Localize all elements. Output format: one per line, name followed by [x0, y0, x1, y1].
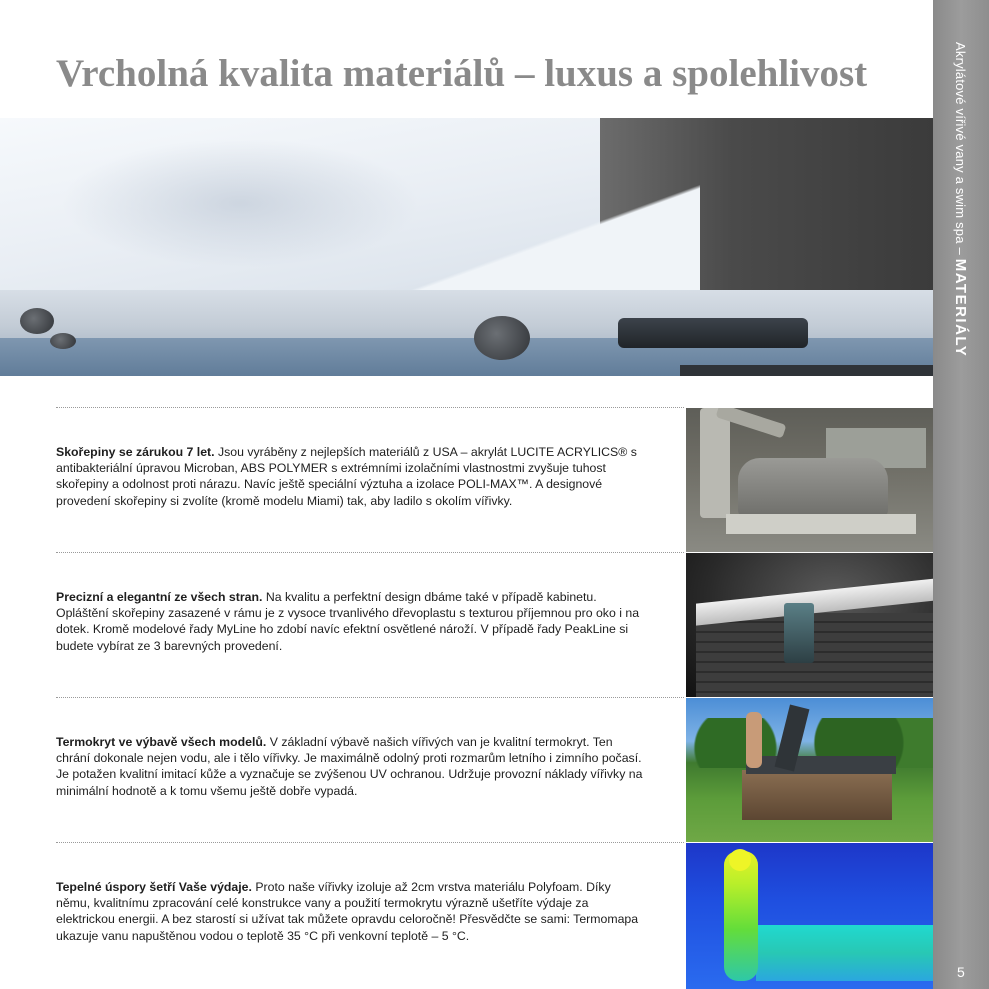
paragraph-lead: Termokryt ve výbavě všech modelů. — [56, 735, 267, 749]
paragraph-text: Proto naše vířivky izoluje až 2cm vrstva materiálu Polyfoam. Díky němu, kvalitnímu zpracování celé konstrukce vany a použití termokrytu výrazně ušetříte výdaje za elektrickou energii. A bez starostí si užívat tak můžete opravdu celoročně! Přesvědčte se sami: Termomapa ukazuje vanu napuštěnou vodou o teplotě 35 °C při venkovní teplotě – 5 °C. — [56, 880, 639, 943]
photo-thermal-map — [686, 843, 933, 989]
paragraph-text: Na kvalitu a perfektní design dbáme také v případě kabinetu. Opláštění skořepiny zasazené v rámu je z vysoce trvanlivého dřevoplastu s texturou příjemnou pro oko i na dotek. Kromě modelové řady MyLine ho zdobí navíc efektní osvětlené nároží. V případě řady PeakLine si budete vybírat ze 3 barevných provedení. — [56, 590, 640, 653]
paragraph-text: Jsou vyráběny z nejlepších materiálů z USA – akrylát LUCITE ACRYLICS® s antibakteriální úpravou Microban, ABS POLYMER s extrémními izolačními vlastnostmi zvyšuje tuhost skořepiny a odolnost proti nárazu. Navíc ještě speciální výztuha a izolace POLI-MAX™. A designové provedení skořepiny si zvolíte (kromě modelu Miami) tak, aby ladilo s okolím vířivky. — [56, 445, 637, 508]
paragraph-thermal-savings — [56, 879, 646, 944]
paragraph-cabinet — [56, 589, 646, 654]
paragraph-lead: Skořepiny se zárukou 7 let. — [56, 445, 215, 459]
paragraph-lead: Tepelné úspory šetří Vaše výdaje. — [56, 880, 252, 894]
section-divider — [56, 552, 684, 553]
section-divider — [56, 407, 684, 408]
paragraph-shells — [56, 444, 646, 509]
photo-cabinet-corner — [686, 553, 933, 697]
hero-image-hot-tub-shell — [0, 118, 933, 376]
photo-factory-robot — [686, 408, 933, 552]
side-section-label — [945, 42, 975, 402]
photo-garden-hot-tub — [686, 698, 933, 842]
section-divider — [56, 842, 684, 843]
section-divider — [56, 697, 684, 698]
paragraph-thermocover — [56, 734, 646, 799]
side-section-text: Akrylátové vířivé vany a swim spa – — [953, 42, 968, 259]
paragraph-text: V základní výbavě našich vířivých van je kvalitní termokryt. Ten chrání dokonale nejen vodu, ale i tělo vířivky. Je maximálně odolný proti rozmarům letního i zimního počasí. Je potažen kvalitní imitací kůže a vyznačuje se zvýšenou UV ochranou. Udržuje provozní náklady vířivky na minimální hodnotě a k tomu všemu ještě dobře vypadá. — [56, 735, 643, 798]
paragraph-lead: Precizní a elegantní ze všech stran. — [56, 590, 263, 604]
page-title-rest: – luxus a spolehlivost — [505, 52, 868, 95]
page-title — [56, 50, 916, 98]
page-number: 5 — [957, 964, 965, 980]
page-title-bold: Vrcholná kvalita materiálů — [56, 52, 506, 95]
side-section-strong: MATERIÁLY — [952, 258, 969, 358]
